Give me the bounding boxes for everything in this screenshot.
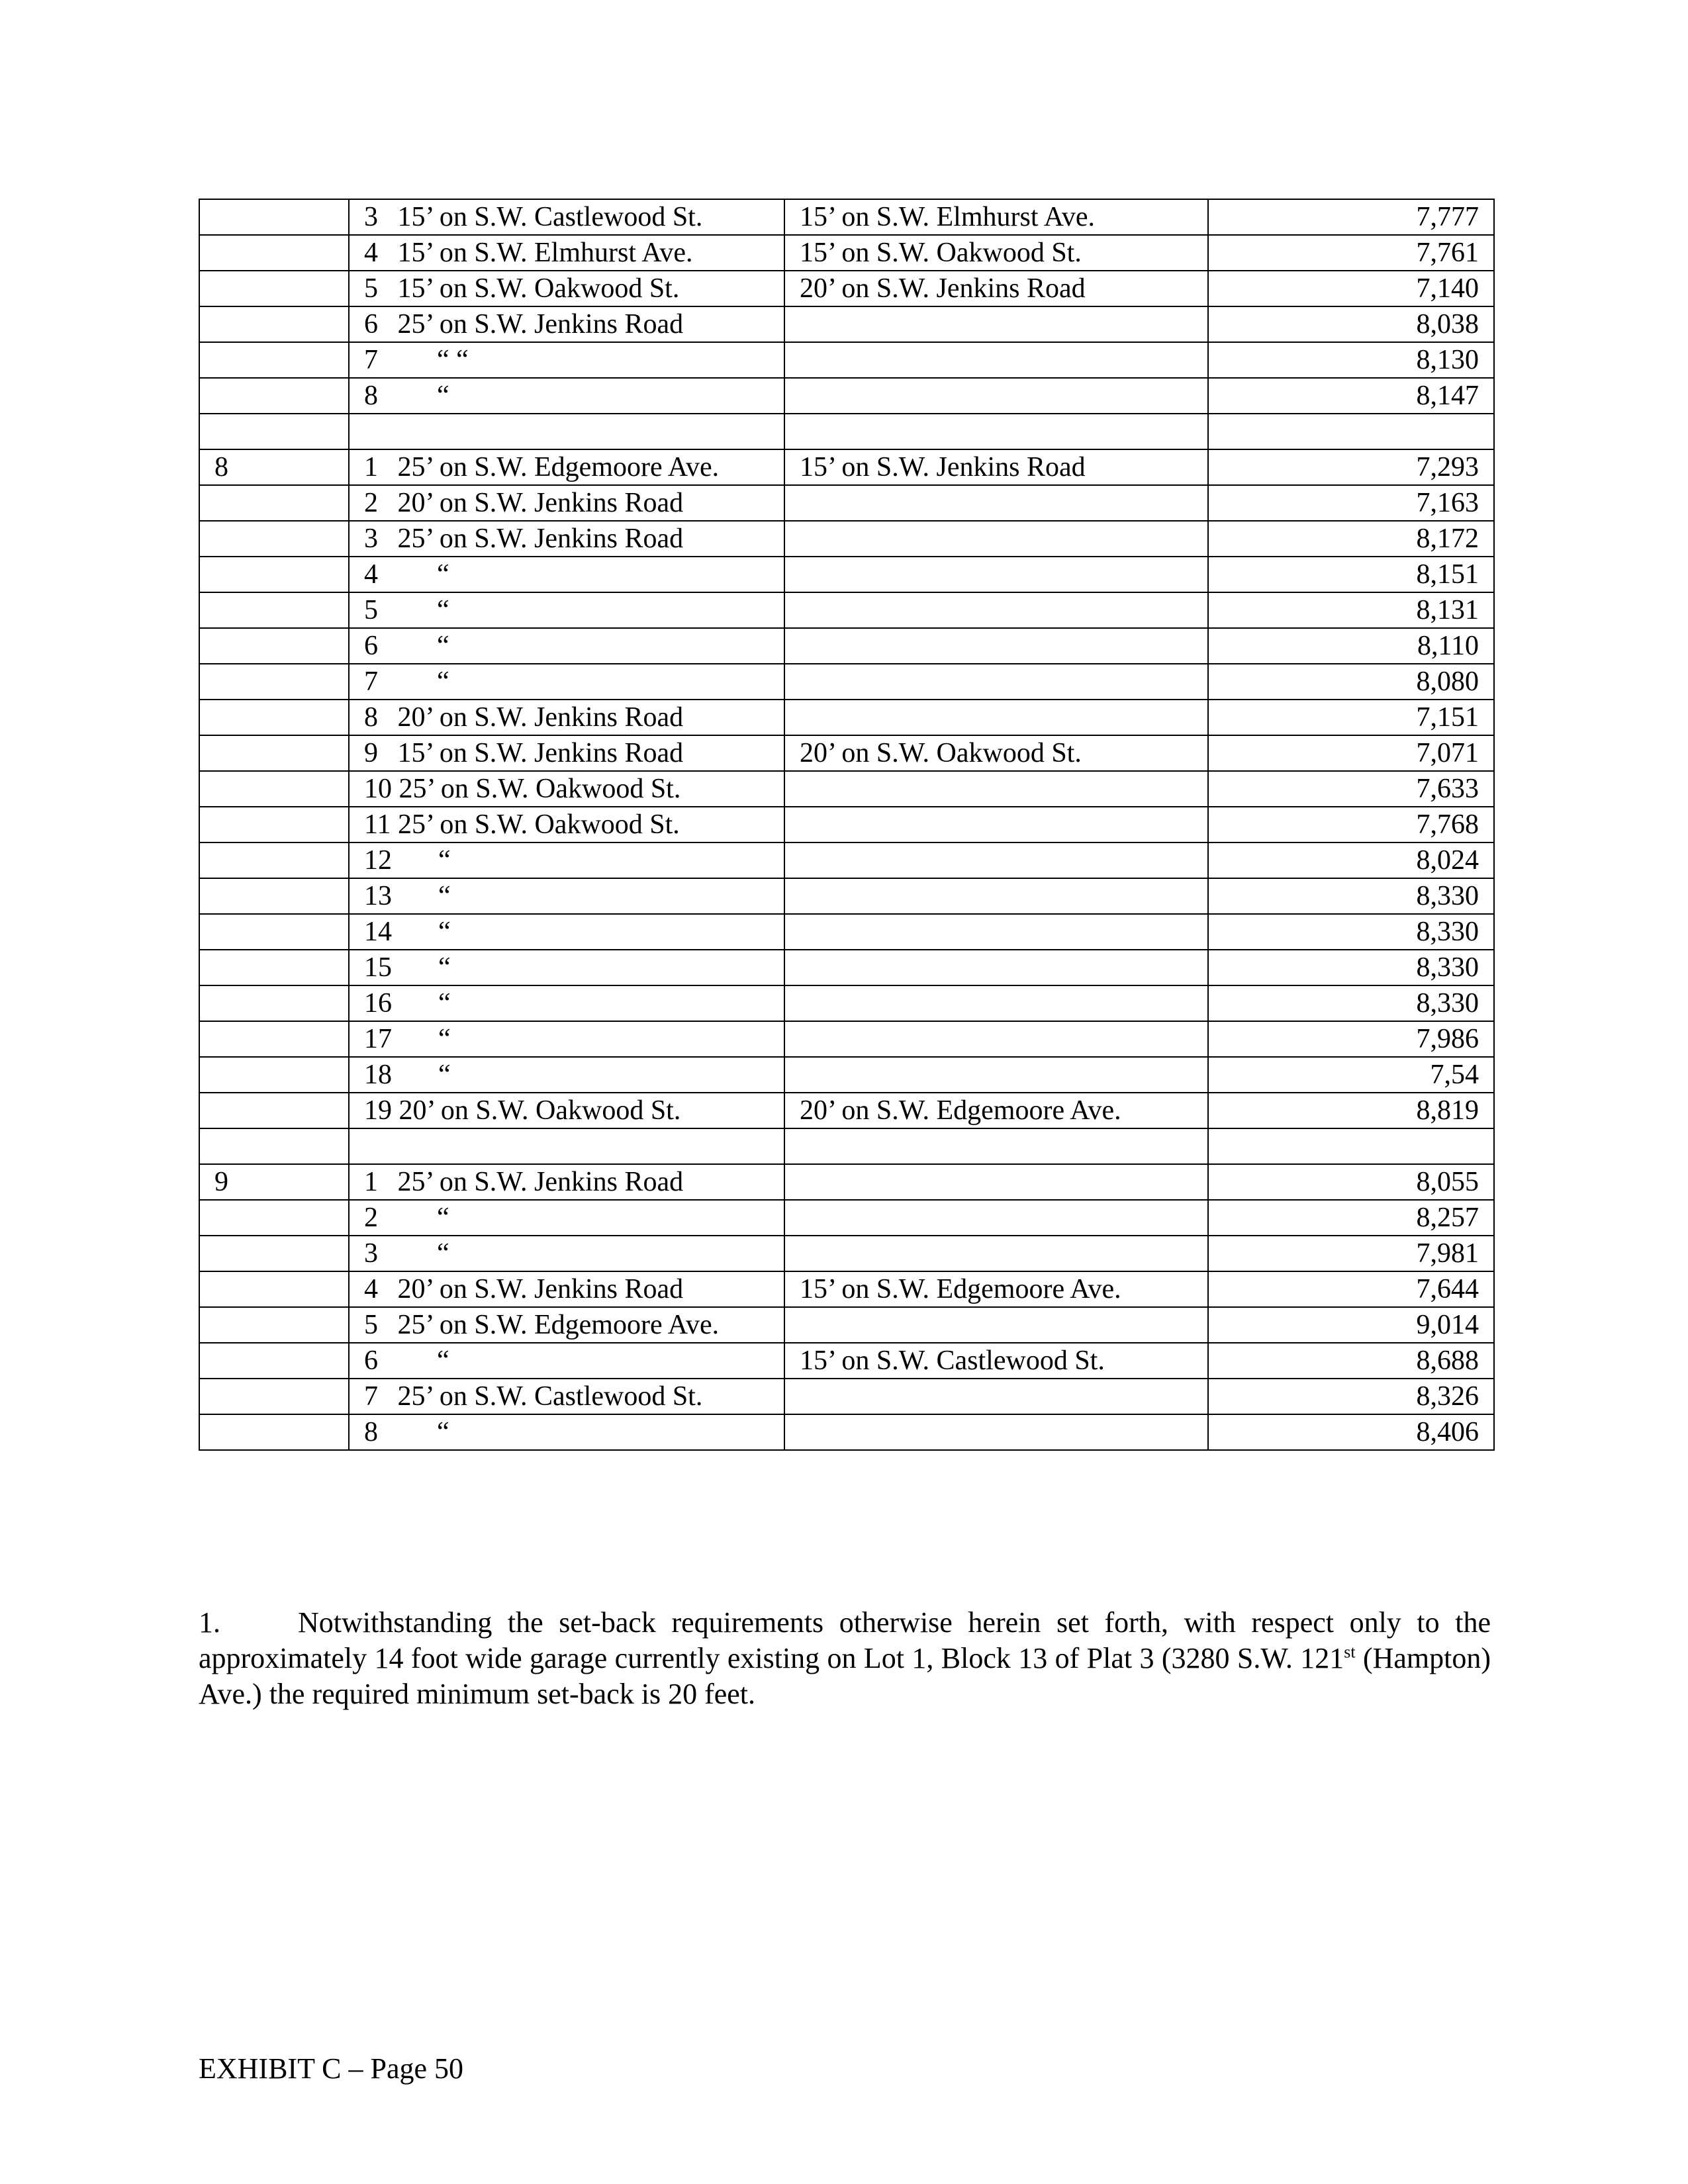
block-cell	[199, 557, 349, 592]
front-ditto-mark: “	[437, 666, 449, 697]
block-cell	[199, 1307, 349, 1343]
front-ditto-mark: “ “	[437, 345, 469, 375]
front-setback: 25’ on S.W. Jenkins Road	[397, 523, 684, 554]
block-cell	[199, 342, 349, 378]
lot-area-cell: 7,54	[1208, 1057, 1494, 1093]
table-row	[199, 771, 1494, 807]
lot-number: 8	[364, 702, 378, 733]
front-setback: 25’ on S.W. Oakwood St.	[397, 809, 680, 840]
lot-area-cell: 7,777	[1208, 199, 1494, 235]
block-cell	[199, 1271, 349, 1307]
lot-front-cell	[349, 1414, 784, 1450]
lot-area-cell: 7,768	[1208, 807, 1494, 842]
lot-area-cell: 8,326	[1208, 1379, 1494, 1414]
lot-number: 7	[364, 666, 378, 697]
table-row	[199, 878, 1494, 914]
front-ditto-mark: “	[438, 917, 451, 947]
lot-front-cell	[349, 592, 784, 628]
lot-front-cell	[349, 1307, 784, 1343]
lot-number: 2	[364, 488, 378, 518]
note-text-end: (Hampton) Ave.) the required minimum set-back is 20 feet.	[199, 1642, 1491, 1710]
lot-area-cell: 8,257	[1208, 1200, 1494, 1236]
lot-front-cell	[349, 1343, 784, 1379]
lot-area-cell: 8,819	[1208, 1093, 1494, 1128]
table-row	[199, 235, 1494, 271]
side-setback-cell	[784, 1021, 1208, 1057]
lot-front-cell	[349, 1379, 784, 1414]
lot-number: 3	[364, 523, 378, 554]
lot-front-cell	[349, 414, 784, 449]
side-setback-cell: 20’ on S.W. Jenkins Road	[784, 271, 1208, 306]
lot-area-cell: 8,147	[1208, 378, 1494, 414]
side-setback-cell	[784, 950, 1208, 985]
side-setback-cell	[784, 521, 1208, 557]
lot-area-cell: 8,110	[1208, 628, 1494, 664]
side-setback-cell: 15’ on S.W. Edgemoore Ave.	[784, 1271, 1208, 1307]
side-setback-cell	[784, 414, 1208, 449]
block-cell	[199, 771, 349, 807]
lot-area-cell: 8,024	[1208, 842, 1494, 878]
table-row	[199, 807, 1494, 842]
lot-front-cell	[349, 1200, 784, 1236]
table-row	[199, 485, 1494, 521]
table-row	[199, 271, 1494, 306]
front-setback: 15’ on S.W. Jenkins Road	[397, 738, 684, 768]
setback-note	[199, 1605, 1491, 1712]
page-footer: EXHIBIT C – Page 50	[199, 2052, 464, 2085]
lot-front-cell	[349, 807, 784, 842]
lot-front-cell	[349, 521, 784, 557]
table-row	[199, 1343, 1494, 1379]
side-setback-cell	[784, 914, 1208, 950]
block-cell	[199, 1343, 349, 1379]
lot-front-cell	[349, 485, 784, 521]
front-ditto-mark: “	[437, 1238, 449, 1269]
front-setback: 15’ on S.W. Oakwood St.	[397, 273, 680, 304]
lot-front-cell	[349, 950, 784, 985]
table-row	[199, 1414, 1494, 1450]
side-setback-cell	[784, 1307, 1208, 1343]
front-setback: 20’ on S.W. Jenkins Road	[397, 1274, 684, 1304]
side-setback-cell	[784, 664, 1208, 700]
block-cell	[199, 878, 349, 914]
side-setback-cell: 20’ on S.W. Oakwood St.	[784, 735, 1208, 771]
front-ditto-mark: “	[437, 631, 449, 661]
lot-area-cell: 8,038	[1208, 306, 1494, 342]
block-cell: 9	[199, 1164, 349, 1200]
lot-front-cell	[349, 914, 784, 950]
lot-area-cell: 8,151	[1208, 557, 1494, 592]
block-cell	[199, 235, 349, 271]
table-row	[199, 1236, 1494, 1271]
table-row	[199, 1200, 1494, 1236]
block-cell	[199, 807, 349, 842]
lot-front-cell	[349, 735, 784, 771]
lot-front-cell	[349, 771, 784, 807]
front-setback: 20’ on S.W. Jenkins Road	[397, 488, 684, 518]
block-cell	[199, 1200, 349, 1236]
side-setback-cell	[784, 1379, 1208, 1414]
lot-area-cell: 7,761	[1208, 235, 1494, 271]
lot-number: 11	[364, 809, 391, 840]
table-row	[199, 1093, 1494, 1128]
lot-area-cell	[1208, 414, 1494, 449]
block-cell	[199, 378, 349, 414]
block-cell	[199, 1093, 349, 1128]
table-row	[199, 592, 1494, 628]
lot-number: 16	[364, 988, 392, 1019]
front-setback: 20’ on S.W. Oakwood St.	[399, 1095, 681, 1126]
lot-area-cell: 7,163	[1208, 485, 1494, 521]
table-row	[199, 521, 1494, 557]
front-setback: 25’ on S.W. Oakwood St.	[399, 774, 681, 804]
lot-number: 9	[364, 738, 378, 768]
block-cell	[199, 592, 349, 628]
lot-front-cell	[349, 1128, 784, 1164]
lot-area-cell: 8,688	[1208, 1343, 1494, 1379]
lot-area-cell: 8,330	[1208, 878, 1494, 914]
block-cell	[199, 1021, 349, 1057]
lot-number: 3	[364, 202, 378, 232]
table-row	[199, 842, 1494, 878]
front-setback: 15’ on S.W. Elmhurst Ave.	[397, 238, 693, 268]
table-row	[199, 1021, 1494, 1057]
front-ditto-mark: “	[438, 881, 451, 911]
table-row	[199, 1307, 1494, 1343]
side-setback-cell	[784, 1128, 1208, 1164]
lot-front-cell	[349, 700, 784, 735]
lot-front-cell	[349, 1164, 784, 1200]
lot-number: 18	[364, 1060, 392, 1090]
table-row	[199, 1271, 1494, 1307]
side-setback-cell	[784, 557, 1208, 592]
table-row	[199, 1164, 1494, 1200]
side-setback-cell: 15’ on S.W. Oakwood St.	[784, 235, 1208, 271]
front-setback: 20’ on S.W. Jenkins Road	[397, 702, 684, 733]
lot-number: 7	[364, 1381, 378, 1412]
lot-number: 4	[364, 1274, 378, 1304]
lot-area-cell: 8,330	[1208, 914, 1494, 950]
lot-front-cell	[349, 199, 784, 235]
lot-front-cell	[349, 878, 784, 914]
table-row	[199, 628, 1494, 664]
table-row	[199, 306, 1494, 342]
front-ditto-mark: “	[437, 1345, 449, 1376]
lot-front-cell	[349, 1057, 784, 1093]
block-cell	[199, 1379, 349, 1414]
front-ditto-mark: “	[437, 381, 449, 411]
side-setback-cell	[784, 592, 1208, 628]
lot-number: 5	[364, 595, 378, 625]
side-setback-cell	[784, 985, 1208, 1021]
block-cell	[199, 842, 349, 878]
lot-area-cell: 7,293	[1208, 449, 1494, 485]
lot-number: 14	[364, 917, 392, 947]
note-number: 1.	[199, 1606, 220, 1639]
lot-number: 8	[364, 1417, 378, 1447]
lot-front-cell	[349, 306, 784, 342]
side-setback-cell: 15’ on S.W. Castlewood St.	[784, 1343, 1208, 1379]
side-setback-cell: 20’ on S.W. Edgemoore Ave.	[784, 1093, 1208, 1128]
block-cell	[199, 521, 349, 557]
block-cell	[199, 1128, 349, 1164]
side-setback-cell	[784, 1414, 1208, 1450]
side-setback-cell	[784, 485, 1208, 521]
table-row	[199, 199, 1494, 235]
side-setback-cell	[784, 1057, 1208, 1093]
lot-front-cell	[349, 378, 784, 414]
side-setback-cell	[784, 306, 1208, 342]
lot-front-cell	[349, 1236, 784, 1271]
side-setback-cell	[784, 1236, 1208, 1271]
front-setback: 15’ on S.W. Castlewood St.	[397, 202, 703, 232]
lot-front-cell	[349, 235, 784, 271]
lot-front-cell	[349, 1093, 784, 1128]
table-row	[199, 700, 1494, 735]
lot-number: 12	[364, 845, 392, 876]
table-row	[199, 378, 1494, 414]
lot-number: 10	[364, 774, 392, 804]
lot-number: 8	[364, 381, 378, 411]
table-row	[199, 1057, 1494, 1093]
side-setback-cell	[784, 1164, 1208, 1200]
lot-setback-table	[199, 199, 1495, 1451]
table-row	[199, 950, 1494, 985]
lot-number: 17	[364, 1024, 392, 1054]
lot-area-cell: 8,080	[1208, 664, 1494, 700]
block-cell: 8	[199, 449, 349, 485]
lot-area-cell: 8,130	[1208, 342, 1494, 378]
side-setback-cell	[784, 842, 1208, 878]
front-setback: 25’ on S.W. Edgemoore Ave.	[397, 1310, 720, 1340]
block-cell	[199, 1236, 349, 1271]
lot-front-cell	[349, 842, 784, 878]
lot-number: 15	[364, 952, 392, 983]
block-cell	[199, 664, 349, 700]
lot-number: 2	[364, 1203, 378, 1233]
table-row	[199, 664, 1494, 700]
lot-area-cell: 9,014	[1208, 1307, 1494, 1343]
front-ditto-mark: “	[437, 595, 449, 625]
lot-area-cell	[1208, 1128, 1494, 1164]
block-cell	[199, 199, 349, 235]
block-cell	[199, 628, 349, 664]
lot-number: 5	[364, 1310, 378, 1340]
lot-area-cell: 8,055	[1208, 1164, 1494, 1200]
lot-number: 4	[364, 559, 378, 590]
front-ditto-mark: “	[437, 1203, 449, 1233]
lot-area-cell: 8,172	[1208, 521, 1494, 557]
lot-area-cell: 8,131	[1208, 592, 1494, 628]
side-setback-cell	[784, 771, 1208, 807]
table-body	[199, 199, 1494, 1450]
lot-front-cell	[349, 449, 784, 485]
block-cell	[199, 950, 349, 985]
lot-number: 4	[364, 238, 378, 268]
side-setback-cell	[784, 378, 1208, 414]
front-setback: 25’ on S.W. Castlewood St.	[397, 1381, 703, 1412]
lot-number: 5	[364, 273, 378, 304]
side-setback-cell	[784, 700, 1208, 735]
lot-number: 6	[364, 1345, 378, 1376]
lot-front-cell	[349, 557, 784, 592]
lot-area-cell: 7,071	[1208, 735, 1494, 771]
lot-number: 7	[364, 345, 378, 375]
block-cell	[199, 914, 349, 950]
block-cell	[199, 700, 349, 735]
front-setback: 25’ on S.W. Edgemoore Ave.	[397, 452, 720, 482]
lot-area-cell: 7,986	[1208, 1021, 1494, 1057]
table-row	[199, 914, 1494, 950]
note-superscript: st	[1344, 1642, 1356, 1662]
lot-area-cell: 8,406	[1208, 1414, 1494, 1450]
table-row	[199, 342, 1494, 378]
front-ditto-mark: “	[438, 1024, 451, 1054]
block-cell	[199, 985, 349, 1021]
front-ditto-mark: “	[437, 559, 449, 590]
lot-area-cell: 7,140	[1208, 271, 1494, 306]
block-cell	[199, 306, 349, 342]
block-cell	[199, 485, 349, 521]
lot-area-cell: 7,633	[1208, 771, 1494, 807]
front-ditto-mark: “	[438, 988, 451, 1019]
lot-number: 13	[364, 881, 392, 911]
block-cell	[199, 1414, 349, 1450]
table-row	[199, 1379, 1494, 1414]
side-setback-cell: 15’ on S.W. Elmhurst Ave.	[784, 199, 1208, 235]
front-ditto-mark: “	[437, 1417, 449, 1447]
side-setback-cell	[784, 807, 1208, 842]
block-cell	[199, 414, 349, 449]
lot-number: 1	[364, 1167, 378, 1197]
note-text-main: Notwithstanding the set-back requirements otherwise herein set forth, with respect only to the approximately 14 foot wide garage currently existing on Lot 1, Block 13 of Plat 3 (3280 S.W. 121	[199, 1606, 1491, 1674]
lot-front-cell	[349, 342, 784, 378]
lot-number: 1	[364, 452, 378, 482]
lot-area-cell: 8,330	[1208, 985, 1494, 1021]
lot-area-cell: 8,330	[1208, 950, 1494, 985]
table-row	[199, 735, 1494, 771]
lot-number: 3	[364, 1238, 378, 1269]
front-ditto-mark: “	[438, 845, 451, 876]
side-setback-cell	[784, 1200, 1208, 1236]
table-row	[199, 449, 1494, 485]
lot-front-cell	[349, 271, 784, 306]
table-row	[199, 557, 1494, 592]
lot-front-cell	[349, 1271, 784, 1307]
side-setback-cell	[784, 878, 1208, 914]
table-row	[199, 414, 1494, 449]
front-setback: 25’ on S.W. Jenkins Road	[397, 1167, 684, 1197]
front-setback: 25’ on S.W. Jenkins Road	[397, 309, 684, 340]
lot-front-cell	[349, 1021, 784, 1057]
lot-front-cell	[349, 985, 784, 1021]
front-ditto-mark: “	[438, 952, 451, 983]
lot-number: 6	[364, 309, 378, 340]
lot-area-cell: 7,151	[1208, 700, 1494, 735]
lot-area-cell: 7,644	[1208, 1271, 1494, 1307]
lot-front-cell	[349, 628, 784, 664]
lot-number: 6	[364, 631, 378, 661]
side-setback-cell	[784, 342, 1208, 378]
table-row	[199, 985, 1494, 1021]
side-setback-cell: 15’ on S.W. Jenkins Road	[784, 449, 1208, 485]
lot-number: 19	[364, 1095, 392, 1126]
lot-area-cell: 7,981	[1208, 1236, 1494, 1271]
table-row	[199, 1128, 1494, 1164]
block-cell	[199, 1057, 349, 1093]
lot-front-cell	[349, 664, 784, 700]
block-cell	[199, 271, 349, 306]
side-setback-cell	[784, 628, 1208, 664]
block-cell	[199, 735, 349, 771]
front-ditto-mark: “	[438, 1060, 451, 1090]
